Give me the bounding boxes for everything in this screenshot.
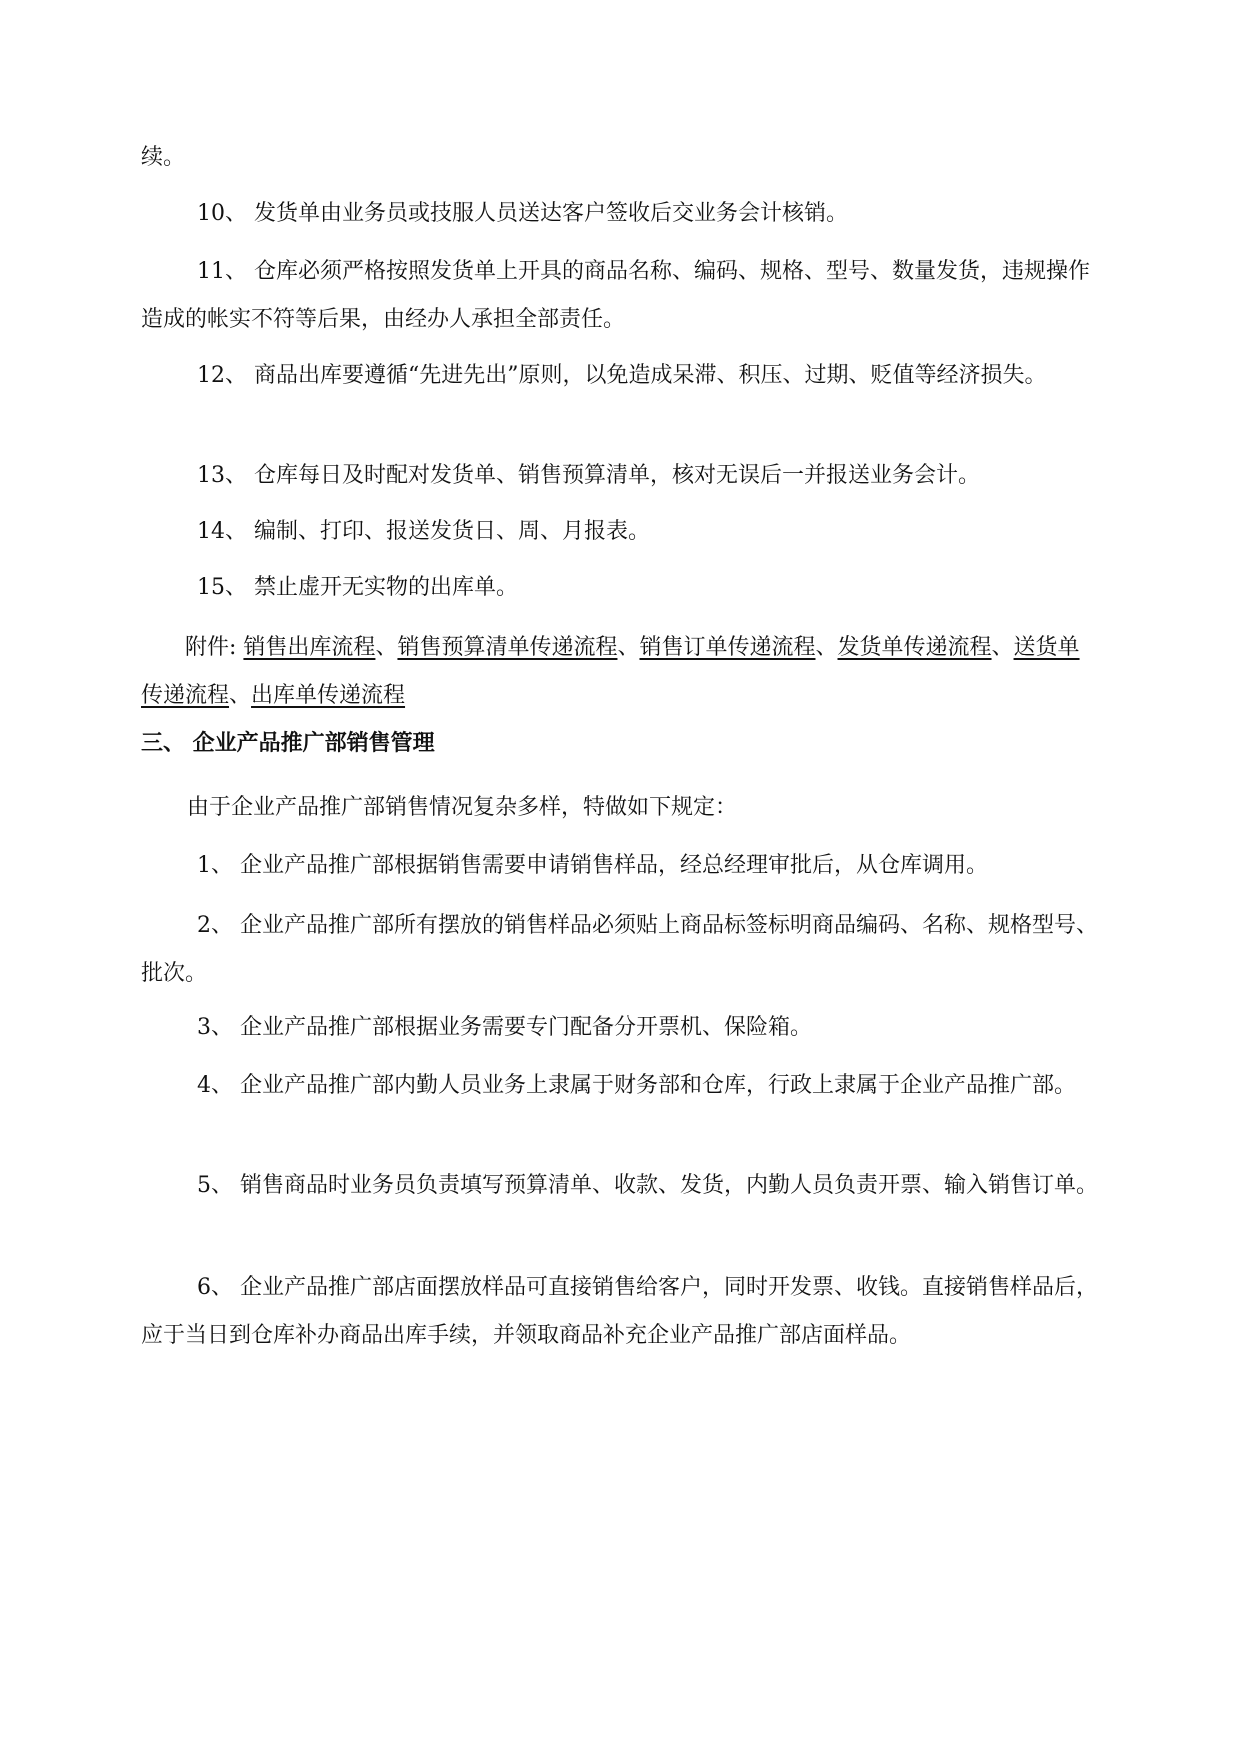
section-item-6: 6、 企业产品推广部店面摆放样品可直接销售给客户，同时开发票、收钱。直接销售样品后，应于当日到仓库补办商品出库手续，并领取商品补充企业产品推广部店面样品。 <box>141 1275 1098 1348</box>
separator: 、 <box>617 635 640 660</box>
link-shipping-note-flow[interactable]: 送货单传递流程 <box>141 635 1080 708</box>
link-sales-outbound-flow[interactable]: 销售出库流程 <box>243 635 376 660</box>
section-intro: 由于企业产品推广部销售情况复杂多样，特做如下规定： <box>187 795 738 820</box>
link-outbound-note-flow[interactable]: 出库单传递流程 <box>251 683 406 708</box>
separator: 、 <box>375 635 398 660</box>
paragraph-item-14: 14、 编制、打印、报送发货日、周、月报表。 <box>197 519 650 544</box>
separator: 、 <box>991 635 1014 660</box>
paragraph-item-15: 15、 禁止虚开无实物的出库单。 <box>197 575 518 600</box>
link-sales-order-flow[interactable]: 销售订单传递流程 <box>639 635 816 660</box>
paragraph-item-12: 12、 商品出库要遵循“先进先出”原则，以免造成呆滞、积压、过期、贬值等经济损失。 <box>197 363 1047 388</box>
section-item-3: 3、 企业产品推广部根据业务需要专门配备分开票机、保险箱。 <box>197 1015 812 1040</box>
section-item-5: 5、 销售商品时业务员负责填写预算清单、收款、发货，内勤人员负责开票、输入销售订单。 <box>197 1173 1098 1198</box>
separator: 、 <box>229 683 252 708</box>
paragraph-item-10: 10、 发货单由业务员或技服人员送达客户签收后交业务会计核销。 <box>197 201 848 226</box>
attachments-label: 附件: <box>185 635 237 660</box>
paragraph-item-11: 11、 仓库必须严格按照发货单上开具的商品名称、编码、规格、型号、数量发货，违规操作造成的帐实不符等后果，由经办人承担全部责任。 <box>141 259 1090 332</box>
section-heading-3: 三、 企业产品推广部销售管理 <box>141 731 435 756</box>
link-delivery-note-flow[interactable]: 发货单传递流程 <box>837 635 992 660</box>
paragraph-continuation: 续。 <box>141 145 186 170</box>
separator: 、 <box>815 635 838 660</box>
attachments-paragraph <box>141 624 1101 720</box>
section-item-1: 1、 企业产品推广部根据销售需要申请销售样品，经总经理审批后，从仓库调用。 <box>197 853 988 878</box>
paragraph-item-13: 13、 仓库每日及时配对发货单、销售预算清单，核对无误后一并报送业务会计。 <box>197 463 980 488</box>
section-item-4: 4、 企业产品推广部内勤人员业务上隶属于财务部和仓库，行政上隶属于企业产品推广部。 <box>197 1073 1076 1098</box>
section-item-2: 2、 企业产品推广部所有摆放的销售样品必须贴上商品标签标明商品编码、名称、规格型号、批次。 <box>141 913 1098 986</box>
link-sales-budget-list-flow[interactable]: 销售预算清单传递流程 <box>397 635 618 660</box>
